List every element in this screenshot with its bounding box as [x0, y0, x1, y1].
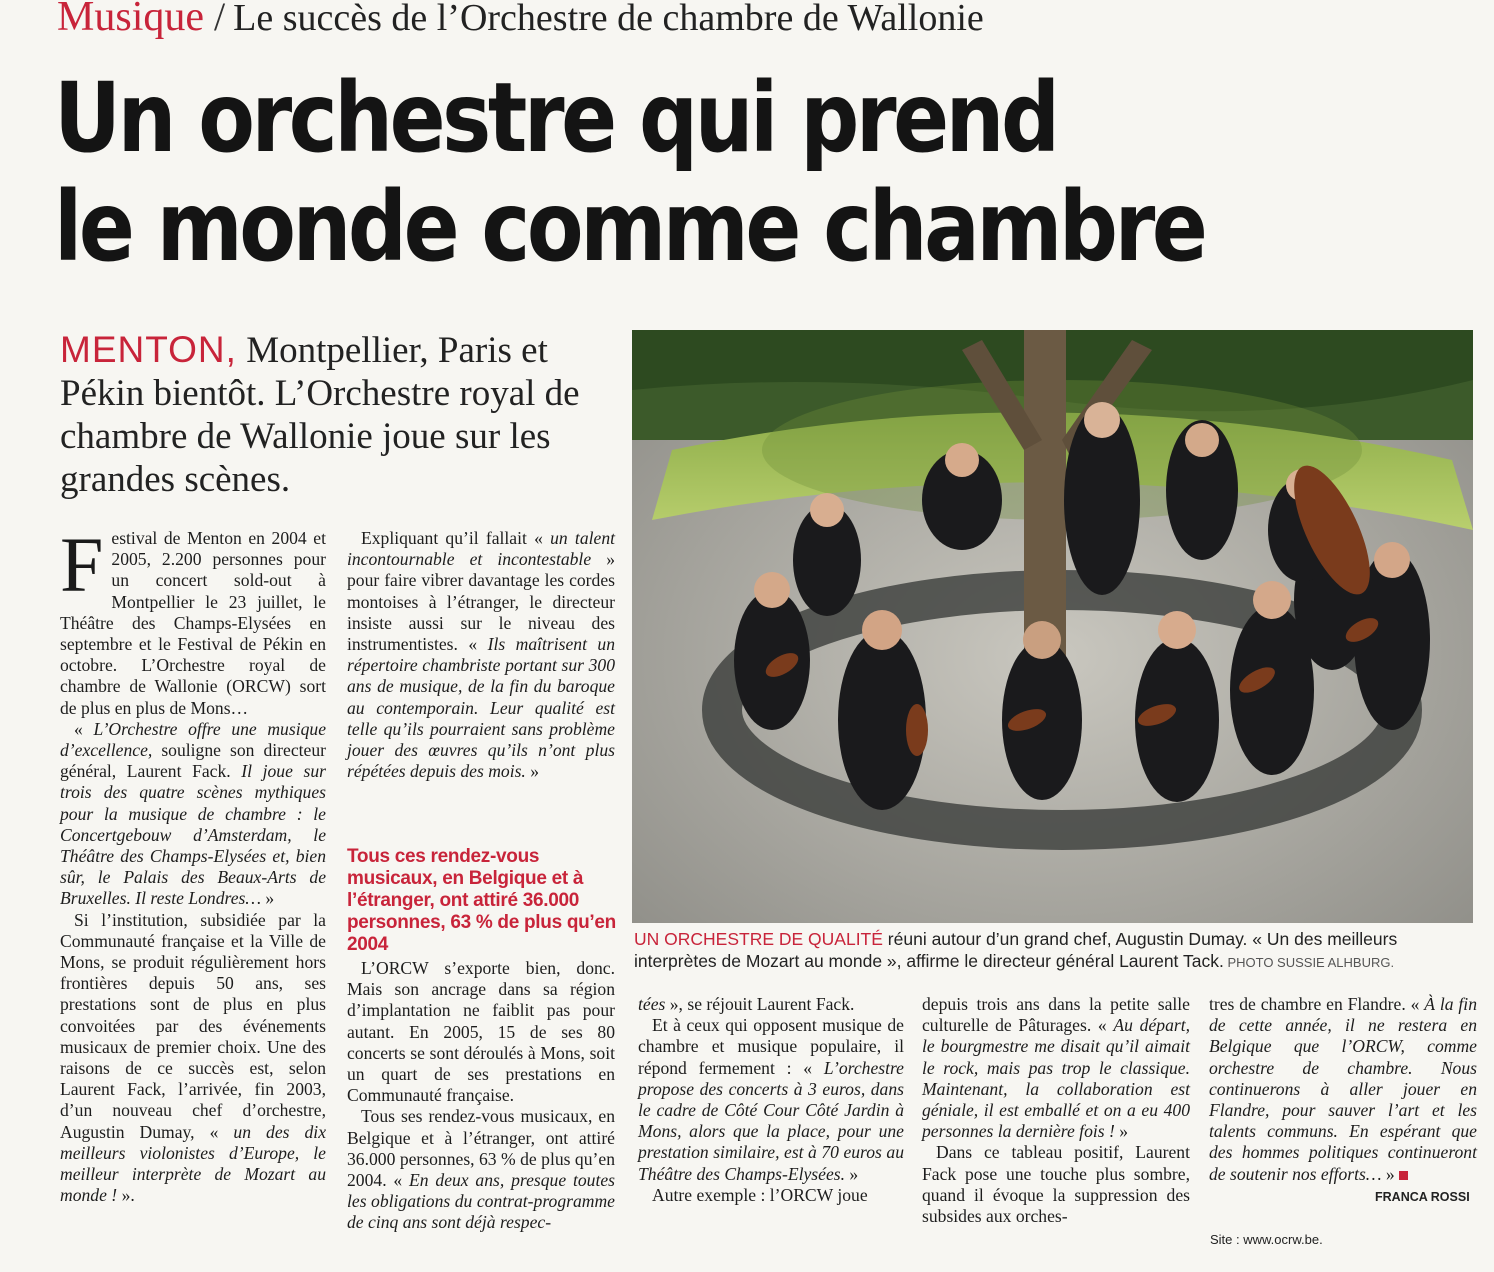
photo-caption — [634, 928, 1454, 974]
caption-lead: UN ORCHESTRE DE QUALITÉ — [634, 929, 883, 949]
caption-text: réuni autour d’un grand chef, Augustin Dumay. « Un des meilleurs interprètes de Mozart au monde », affirme le directeur général Laurent Tack. — [634, 929, 1398, 971]
kicker-separator: / — [214, 0, 226, 39]
body-paragraph: Expliquant qu’il fallait « un talent incontournable et incontestable » pour faire vibrer davantage les cordes montoises à l’étranger, le directeur insiste aussi sur le niveau des instrumentistes. « Ils maîtrisent un répertoire chambriste portant sur 300 ans de musique, de la fin du baroque au contemporain. Leur qualité est telle qu’ils pourraient sans problème jouer des œuvres qu’ils n’ont plus répétées depuis des mois. » — [347, 528, 615, 782]
article-column-5 — [1209, 994, 1477, 1185]
section-name: Musique — [57, 0, 204, 40]
article-column-4 — [922, 994, 1190, 1227]
drop-cap: F — [60, 521, 104, 608]
body-paragraph: Tous ses rendez-vous musicaux, en Belgique et à l’étranger, ont attiré 36.000 personnes, 63 % de plus qu’en 2004. « En deux ans, presque toutes les obligations du contrat-programme de cinq ans sont déjà respec- — [347, 1106, 615, 1233]
lead-text: Montpellier, Paris et Pékin bientôt. L’Orchestre royal de chambre de Wallonie joue sur les grandes scènes. — [60, 330, 580, 500]
body-paragraph: L’ORCW s’exporte bien, donc. Mais son ancrage dans sa région d’implantation ne faiblit pas pour autant. En 2005, 15 de ses 80 concerts se sont déroulés à Mons, soit un quart de ses prestations en Communauté française. — [347, 958, 615, 1106]
body-paragraph: « L’Orchestre offre une musique d’excellence, souligne son directeur général, Laurent Fack. Il joue sur trois des quatre scènes mythiques pour la musique de chambre : le Concertgebouw d’Amsterdam, le Théâtre des Champs-Elysées et, bien sûr, le Palais des Beaux-Arts de Bruxelles. Il reste Londres… » — [60, 718, 326, 909]
dateline: MENTON, — [60, 329, 237, 370]
article-column-3 — [638, 994, 904, 1206]
orchestra-photo — [632, 330, 1473, 923]
kicker-subtitle: Le succès de l’Orchestre de chambre de Wallonie — [233, 0, 984, 39]
section-kicker — [57, 0, 984, 45]
body-paragraph: Et à ceux qui opposent musique de chambre et musique populaire, il répond fermement : « L’orchestre propose des concerts à 3 euros, dans le cadre de Côté Cour Côté Jardin à Mons, alors que la place, pour une prestation similaire, est à 70 euros au Théâtre des Champs-Elysées. » — [638, 1015, 904, 1184]
article-column-2-bottom — [347, 958, 615, 1234]
pull-quote: Tous ces rendez-vous musicaux, en Belgique et à l’étranger, ont attiré 36.000 personnes, 63 % de plus qu’en 2004 — [347, 846, 616, 955]
headline-line-2: le monde comme chambre — [54, 171, 1205, 283]
body-paragraph: Dans ce tableau positif, Laurent Fack pose une touche plus sombre, quand il évoque la suppression des subsides aux orches- — [922, 1142, 1190, 1227]
article-column-2-top — [347, 528, 615, 782]
website-reference: Site : www.ocrw.be. — [1210, 1232, 1323, 1247]
headline-line-1: Un orchestre qui prend — [54, 62, 1057, 174]
body-paragraph: tées », se réjouit Laurent Fack. — [638, 994, 855, 1014]
body-paragraph: tres de chambre en Flandre. « À la fin de cette année, il ne restera en Belgique que l’ORCW, comme orchestre de chambre. Nous continuerons à aller jouer en Flandre, pour sauver l’art et les talents communs. En espérant que des hommes politiques continueront de soutenir nos efforts… » — [1209, 994, 1477, 1184]
body-paragraph: depuis trois ans dans la petite salle culturelle de Pâturages. « Au départ, le bourgmestre me disait qu’il aimait le rock, mais pas trop le classique. Maintenant, la collaboration est géniale, il est emballé et on a eu 400 personnes la dernière fois ! » — [922, 994, 1190, 1142]
photo-credit: PHOTO SUSSIE ALHBURG. — [1223, 955, 1395, 970]
end-mark-icon — [1399, 1171, 1408, 1180]
body-paragraph: Autre exemple : l’ORCW joue — [652, 1184, 868, 1205]
headline — [54, 64, 1275, 282]
article-column-1 — [60, 521, 326, 1207]
body-paragraph: Si l’institution, subsidiée par la Communauté française et la Ville de Mons, se produit régulièrement hors frontières depuis 50 ans, ses prestations sont de plus en plus convoitées par des événements musicaux de premier choix. Une des raisons de ce succès est, selon Laurent Fack, l’arrivée, fin 2003, d’un nouveau chef d’orchestre, Augustin Dumay, « un des dix meilleurs violonistes d’Europe, le meilleur interprète de Mozart au monde ! ». — [60, 909, 326, 1206]
body-paragraph: Festival de Menton en 2004 et 2005, 2.200 personnes pour un concert sold-out à Montpellier le 23 juillet, le Théâtre des Champs-Elysées en septembre et le Festival de Pékin en octobre. L’Orchestre royal de chambre de Wallonie (ORCW) sort de plus en plus de Mons… — [60, 521, 326, 718]
orchestra-photo-illustration — [632, 330, 1473, 923]
author-byline: FRANCA ROSSI — [1375, 1190, 1470, 1204]
lead-paragraph — [60, 328, 620, 501]
